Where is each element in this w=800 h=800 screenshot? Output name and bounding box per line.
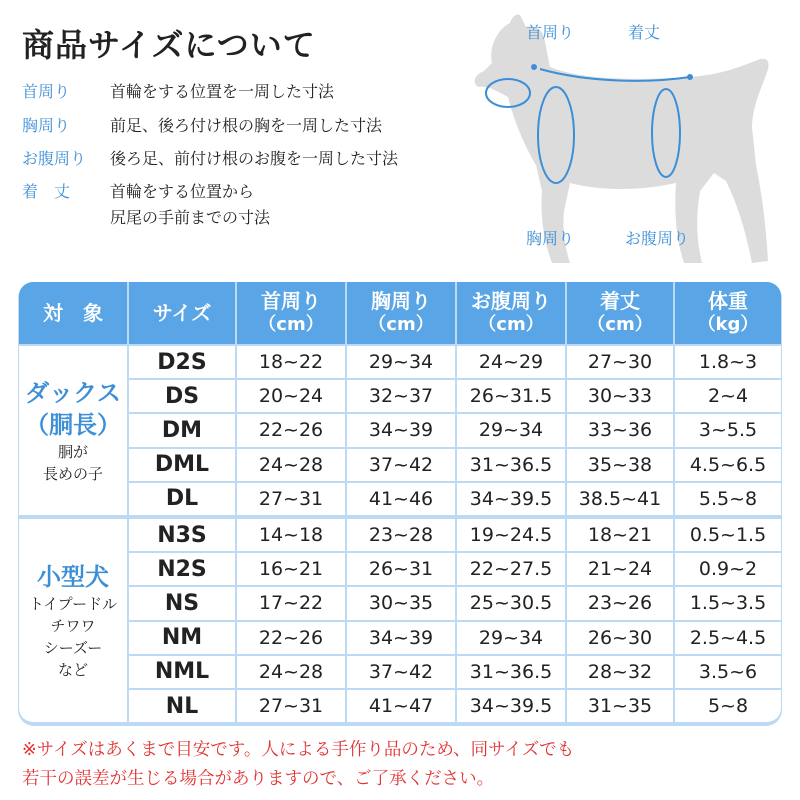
header-label: 対 象 (43, 301, 103, 325)
table-cell: 41~47 (347, 690, 455, 722)
table-cell: 0.9~2 (675, 553, 781, 585)
table-cell: 34~39.5 (457, 690, 565, 722)
definition-term: 胸周り (22, 116, 71, 135)
group-description: トイプードル (28, 594, 118, 613)
table-cell: 24~28 (237, 656, 345, 688)
header-cell (675, 282, 781, 344)
header-label: 着丈 (600, 289, 640, 313)
group-description: 胴が (57, 442, 88, 461)
header-unit: （kg） (697, 314, 759, 335)
table-cell: 23~28 (347, 519, 455, 551)
definition-term: 着 丈 (22, 182, 71, 201)
table-cell: 22~26 (237, 622, 345, 654)
group-name: （胴長） (25, 410, 121, 439)
table-cell: 5~8 (675, 690, 781, 722)
table-cell: 21~24 (567, 553, 673, 585)
definition-desc: 首輪をする位置を一周した寸法 (110, 82, 335, 101)
table-cell: 3~5.5 (675, 414, 781, 446)
header-unit: （cm） (258, 314, 324, 335)
table-cell: 18~22 (237, 346, 345, 378)
group-description: など (57, 660, 88, 679)
page-title: 商品サイズについて (22, 26, 316, 64)
table-cell: 2~4 (675, 380, 781, 412)
size-code-cell: NS (129, 587, 235, 619)
header-label: 胸周り (371, 289, 431, 313)
group-description: チワワ (50, 616, 96, 635)
table-cell: 33~36 (567, 414, 673, 446)
table-cell: 26~31.5 (457, 380, 565, 412)
definition-desc: 尻尾の手前までの寸法 (110, 208, 271, 227)
table-cell: 29~34 (347, 346, 455, 378)
table-cell: 34~39 (347, 622, 455, 654)
table-cell: 31~36.5 (457, 656, 565, 688)
note-line: 若干の誤差が生じる場合がありますので、ご了承ください。 (22, 769, 495, 789)
table-cell: 17~22 (237, 587, 345, 619)
definition-desc: 前足、後ろ付け根の胸を一周した寸法 (110, 116, 383, 135)
table-cell: 32~37 (347, 380, 455, 412)
table-cell: 34~39.5 (457, 483, 565, 515)
size-table (18, 282, 782, 726)
table-cell: 0.5~1.5 (675, 519, 781, 551)
table-cell: 1.5~3.5 (675, 587, 781, 619)
table-cell: 31~35 (567, 690, 673, 722)
size-code-cell: N3S (129, 519, 235, 551)
definition-term: 首周り (22, 82, 71, 101)
header-unit: （cm） (587, 314, 653, 335)
table-cell: 14~18 (237, 519, 345, 551)
table-cell: 27~30 (567, 346, 673, 378)
size-code-cell: N2S (129, 553, 235, 585)
definition-desc: 首輪をする位置から (110, 182, 255, 201)
table-cell: 19~24.5 (457, 519, 565, 551)
table-cell: 27~31 (237, 483, 345, 515)
table-cell: 37~42 (347, 656, 455, 688)
table-cell: 37~42 (347, 449, 455, 481)
table-cell: 41~46 (347, 483, 455, 515)
table-cell: 2.5~4.5 (675, 622, 781, 654)
table-cell: 4.5~6.5 (675, 449, 781, 481)
table-cell: 27~31 (237, 690, 345, 722)
group-description: シーズー (43, 638, 103, 657)
table-cell: 35~38 (567, 449, 673, 481)
header-label: 首周り (261, 289, 321, 313)
header-unit: （cm） (478, 314, 544, 335)
size-code-cell: NL (129, 690, 235, 722)
table-cell: 1.8~3 (675, 346, 781, 378)
table-cell: 28~32 (567, 656, 673, 688)
diagram-label-length: 着丈 (628, 23, 661, 42)
table-cell: 25~30.5 (457, 587, 565, 619)
table-cell: 24~29 (457, 346, 565, 378)
size-code-cell: DL (129, 483, 235, 515)
header-cell (457, 282, 565, 344)
group-name: ダックス (25, 378, 121, 407)
group-cell (19, 346, 127, 515)
size-code-cell: DML (129, 449, 235, 481)
group-name: 小型犬 (37, 562, 109, 591)
header-unit: （cm） (368, 314, 434, 335)
definition-term: お腹周り (22, 149, 87, 168)
size-code-cell: D2S (129, 346, 235, 378)
table-cell: 20~24 (237, 380, 345, 412)
group-description: 長めの子 (42, 464, 103, 483)
diagram-label-belly: お腹周り (625, 229, 690, 248)
header-cell (237, 282, 345, 344)
table-cell: 22~27.5 (457, 553, 565, 585)
table-cell: 34~39 (347, 414, 455, 446)
size-code-cell: NM (129, 622, 235, 654)
table-cell: 23~26 (567, 587, 673, 619)
table-cell: 31~36.5 (457, 449, 565, 481)
size-code-cell: NML (129, 656, 235, 688)
dog-silhouette (475, 14, 769, 263)
table-cell: 26~30 (567, 622, 673, 654)
note-line: ※サイズはあくまで目安です。人による手作り品のため、同サイズでも (22, 740, 575, 760)
diagram-label-neck: 首周り (526, 23, 575, 42)
header-label: 体重 (707, 289, 748, 313)
header-cell (19, 282, 127, 344)
definition-desc: 後ろ足、前付け根のお腹を一周した寸法 (110, 149, 399, 168)
size-code-cell: DM (129, 414, 235, 446)
disclaimer-note (22, 736, 574, 794)
table-cell: 29~34 (457, 622, 565, 654)
header-label: お腹周り (471, 289, 551, 313)
table-cell: 29~34 (457, 414, 565, 446)
table-cell: 30~33 (567, 380, 673, 412)
table-cell: 3.5~6 (675, 656, 781, 688)
header-cell (129, 282, 235, 344)
size-code-cell: DS (129, 380, 235, 412)
table-cell: 5.5~8 (675, 483, 781, 515)
header-cell (347, 282, 455, 344)
diagram-label-chest: 胸周り (526, 229, 575, 248)
table-cell: 26~31 (347, 553, 455, 585)
table-cell: 30~35 (347, 587, 455, 619)
table-cell: 16~21 (237, 553, 345, 585)
table-cell: 22~26 (237, 414, 345, 446)
header-label: サイズ (152, 301, 212, 325)
group-cell (19, 519, 127, 722)
header-cell (567, 282, 673, 344)
table-cell: 18~21 (567, 519, 673, 551)
table-cell: 38.5~41 (567, 483, 673, 515)
table-cell: 24~28 (237, 449, 345, 481)
